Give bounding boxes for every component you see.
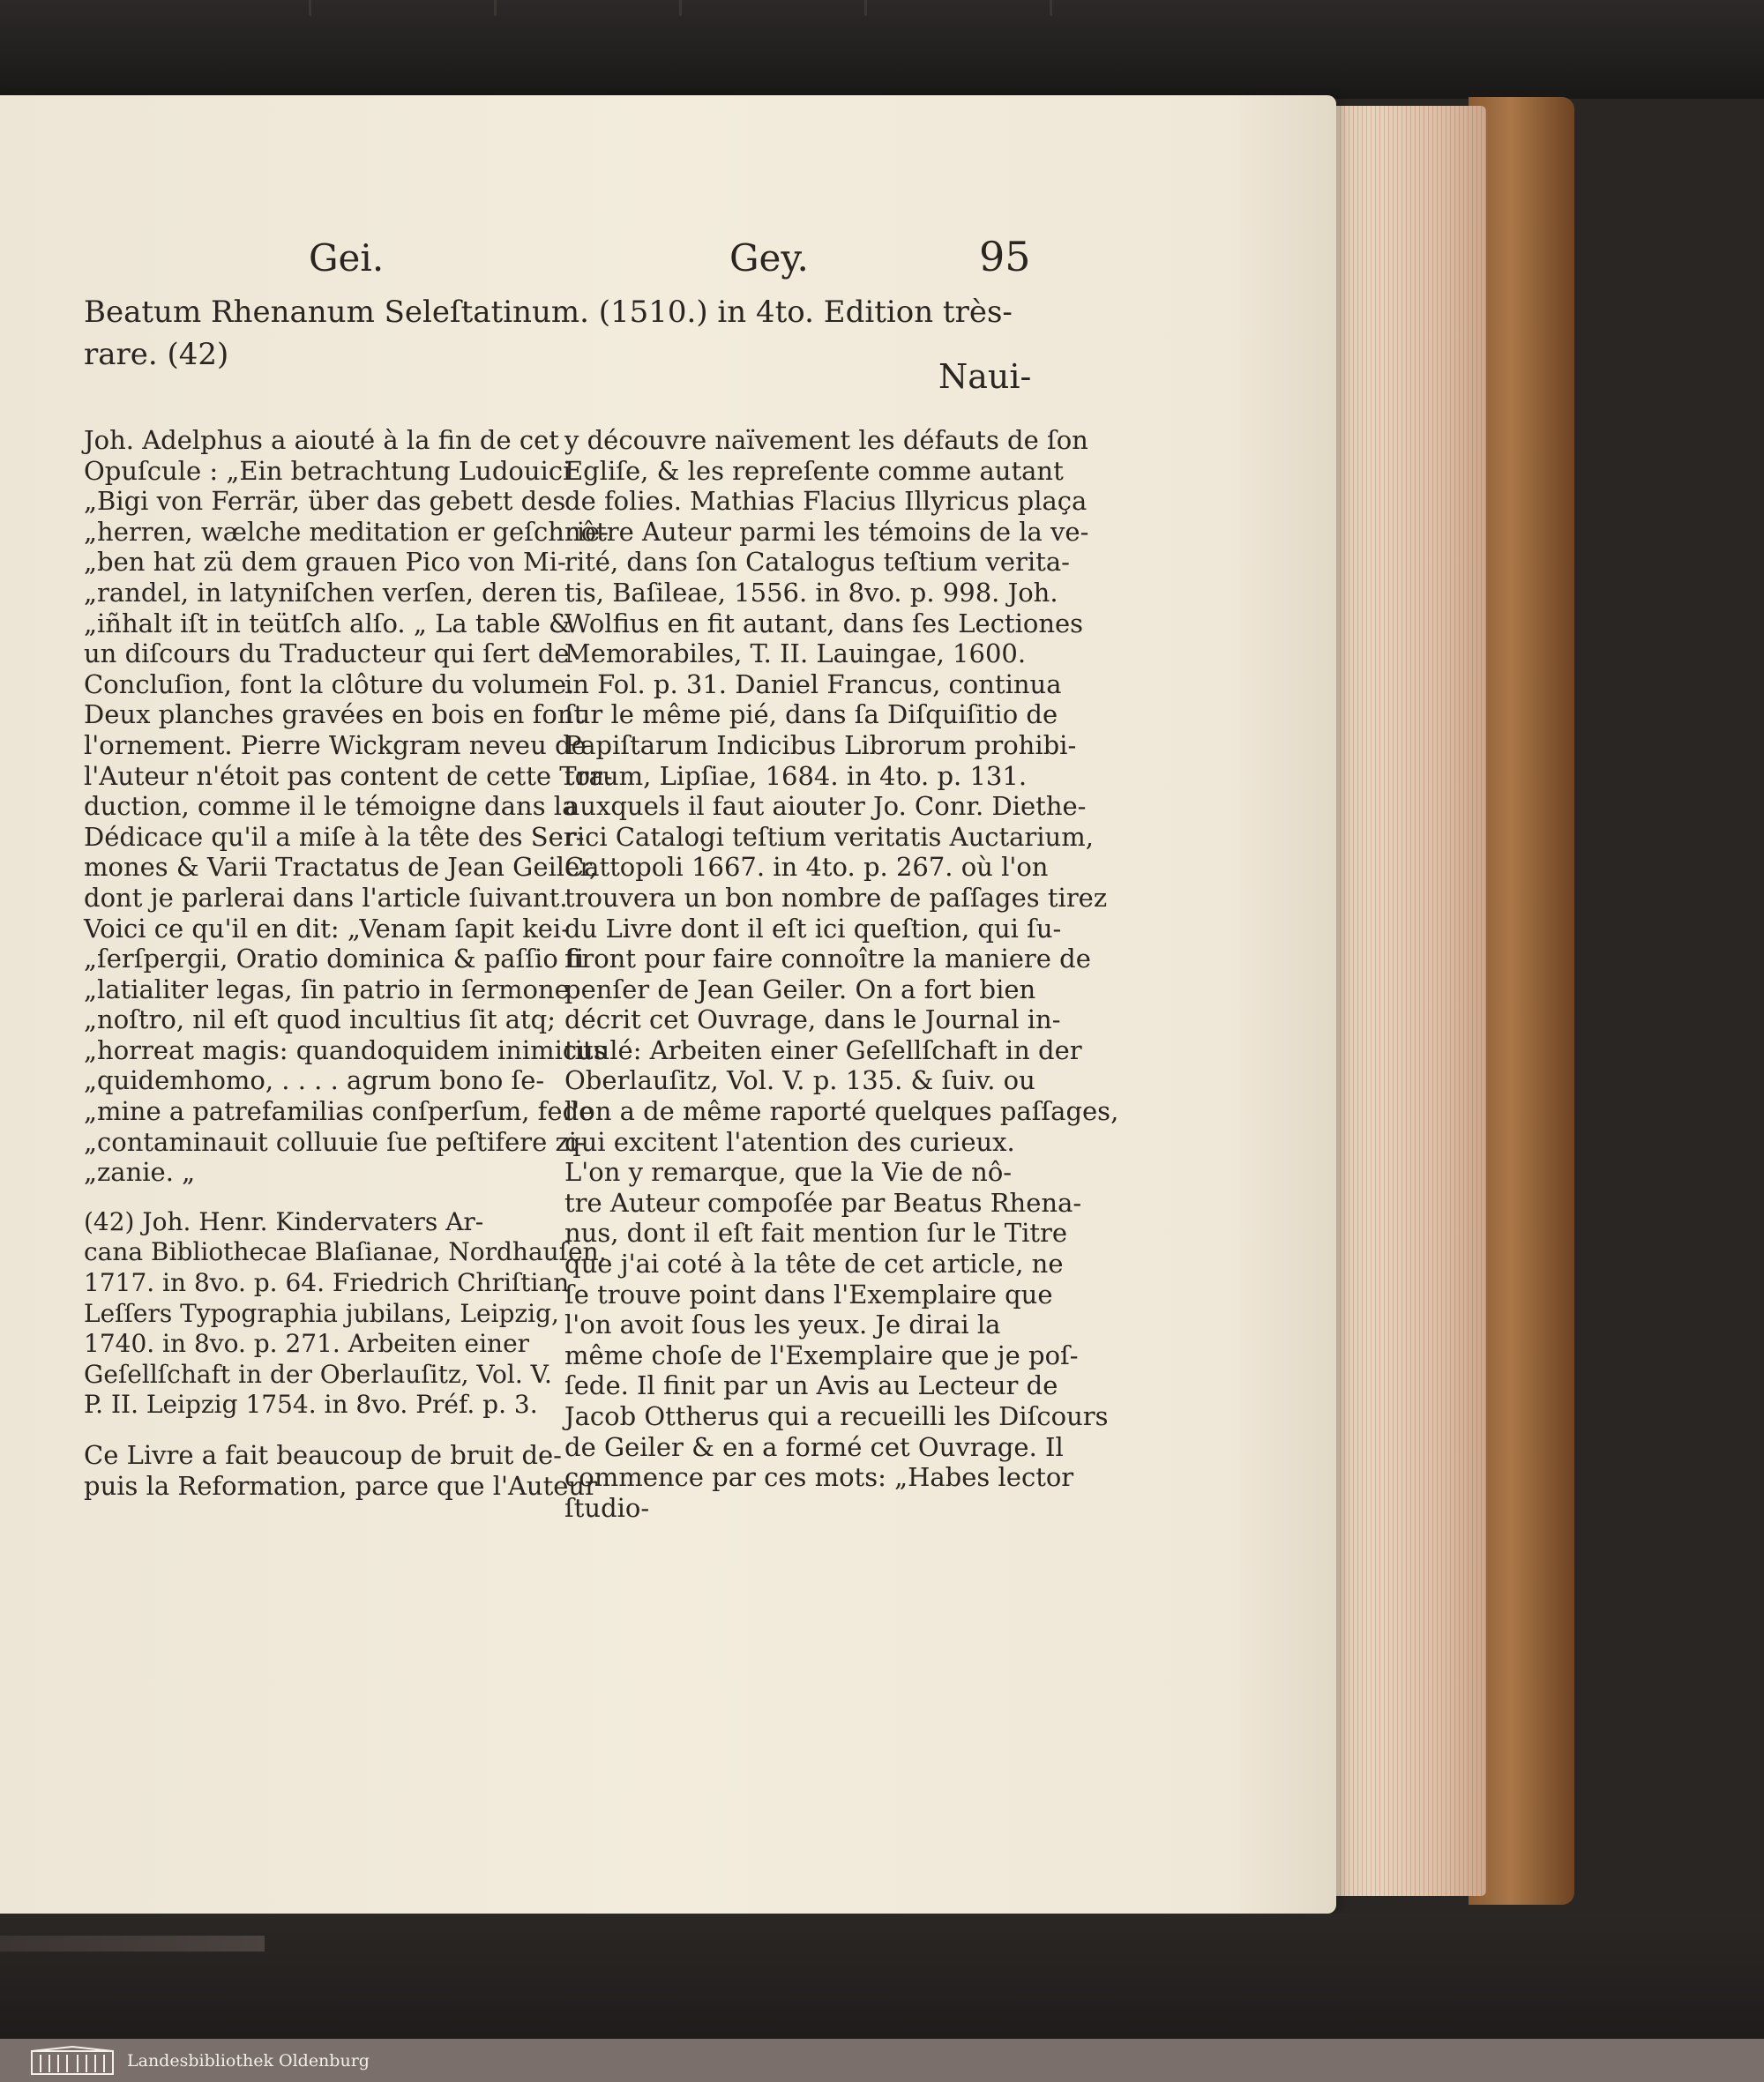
text-line: titulé: Arbeiten einer Geſellſchaft in der bbox=[564, 1034, 1082, 1065]
title-line-2: rare. (42) bbox=[84, 337, 229, 372]
text-line: „ben hat zü dem grauen Pico von Mi- bbox=[84, 547, 566, 578]
running-head-left: Gei. bbox=[309, 236, 385, 280]
catchword-top: Naui- bbox=[938, 357, 1032, 396]
footnote-line: Geſellſchaft in der Oberlauſitz, Vol. V. bbox=[84, 1359, 552, 1389]
footnote-line: cana Bibliothecae Blaſianae, Nordhauſen, bbox=[84, 1237, 607, 1267]
footnote-line: Leſſers Typographia jubilans, Leipzig, bbox=[84, 1298, 559, 1328]
text-line: dont je parlerai dans l'article ſuivant. bbox=[84, 882, 568, 913]
text-line: „contaminauit colluuie ſue peſtifere zi- bbox=[84, 1126, 586, 1157]
text-line: l'on a de même raporté quelques paſſages, bbox=[564, 1096, 1119, 1127]
text-line: mones & Varii Tractatus de Jean Geiler, bbox=[84, 852, 598, 883]
text-line: puis la Reformation, parce que l'Auteur bbox=[84, 1470, 597, 1501]
text-line: „quidemhomo, . . . . agrum bono ſe- bbox=[84, 1065, 545, 1096]
text-line: qui excitent l'atention des curieux. bbox=[564, 1126, 1015, 1157]
text-line: „herren, wælche meditation er geſchrie- bbox=[84, 516, 609, 547]
text-line: ſede. Il finit par un Avis au Lecteur de bbox=[564, 1370, 1058, 1401]
text-line: ſe trouve point dans l'Exemplaire que bbox=[564, 1279, 1053, 1310]
text-line: trouvera un bon nombre de paſſages tirez bbox=[564, 882, 1108, 913]
text-line: „Bigi von Ferrär, über das gebett des bbox=[84, 486, 566, 517]
scan-target-strip bbox=[0, 1936, 265, 1951]
text-line: nus, dont il eſt fait mention ſur le Titre bbox=[564, 1218, 1068, 1249]
text-line: Egliſe, & les repreſente comme autant bbox=[564, 455, 1064, 486]
text-line: L'on y remarque, que la Vie de nô- bbox=[564, 1157, 1013, 1188]
text-line: Oberlauſitz, Vol. V. p. 135. & ſuiv. ou bbox=[564, 1065, 1035, 1096]
text-line: duction, comme il le témoigne dans la bbox=[84, 791, 578, 822]
text-line: rici Catalogi teſtium veritatis Auctarium, bbox=[564, 821, 1094, 852]
text-line: même choſe de l'Exemplaire que je poſ- bbox=[564, 1339, 1079, 1370]
scan-background-bottom bbox=[0, 1914, 1764, 2039]
text-line: torum, Lipſiae, 1684. in 4to. p. 131. bbox=[564, 760, 1028, 791]
text-line: „horreat magis: quandoquidem inimicus bbox=[84, 1034, 607, 1065]
text-line: tis, Baſileae, 1556. in 8vo. p. 998. Joh. bbox=[564, 577, 1058, 608]
text-line: du Livre dont il eſt ici queſtion, qui ſu- bbox=[564, 913, 1062, 944]
page-number: 95 bbox=[979, 233, 1031, 280]
text-line: de folies. Mathias Flacius Illyricus plaça bbox=[564, 486, 1088, 517]
footnote-line: 1717. in 8vo. p. 64. Friedrich Chriſtian bbox=[84, 1268, 570, 1298]
text-line: Papiſtarum Indicibus Librorum prohibi- bbox=[564, 729, 1077, 760]
text-line: „iñhalt iſt in teütſch alſo. „ La table & bbox=[84, 608, 572, 638]
text-line: Concluſion, font la clôture du volume. bbox=[84, 668, 575, 699]
title-line-1: Beatum Rhenanum Seleſtatinum. (1510.) in 4to. Edition très- bbox=[84, 295, 1013, 330]
text-line: Deux planches gravées en bois en font bbox=[84, 699, 585, 730]
library-footer-bar bbox=[0, 2039, 1764, 2082]
left-column bbox=[84, 425, 613, 1501]
text-line: in Fol. p. 31. Daniel Francus, continua bbox=[564, 668, 1062, 699]
page-block-edge bbox=[1323, 106, 1486, 1896]
footnote-line: (42) Joh. Henr. Kindervaters Ar- bbox=[84, 1206, 484, 1236]
text-line: Opuſcule : „Ein betrachtung Ludouici bbox=[84, 455, 572, 486]
text-line: commence par ces mots: „Habes lector bbox=[564, 1462, 1074, 1493]
footnote-line: 1740. in 8vo. p. 271. Arbeiten einer bbox=[84, 1329, 530, 1359]
text-line: auxquels il faut aiouter Jo. Conr. Diethe- bbox=[564, 791, 1087, 822]
right-column bbox=[564, 425, 1119, 1523]
text-line: y découvre naïvement les défauts de ſon bbox=[564, 425, 1088, 455]
text-line: l'ornement. Pierre Wickgram neveu de bbox=[84, 729, 587, 760]
text-line: que j'ai coté à la tête de cet article, ne bbox=[564, 1249, 1064, 1280]
text-line: un diſcours du Traducteur qui ſert de bbox=[84, 638, 570, 669]
library-name: Landesbibliothek Oldenburg bbox=[127, 2050, 370, 2071]
text-line: Voici ce qu'il en dit: „Venam ſapit kei- bbox=[84, 913, 570, 944]
text-line: „mine a patrefamilias conſperſum, fede bbox=[84, 1096, 594, 1127]
text-line: ſur le même pié, dans ſa Diſquiſitio de bbox=[564, 699, 1058, 730]
library-building-icon bbox=[30, 2046, 115, 2076]
text-line: Memorabiles, T. II. Lauingae, 1600. bbox=[564, 638, 1027, 669]
ruler-strip bbox=[309, 0, 1235, 16]
text-line: rité, dans ſon Catalogus teſtium verita- bbox=[564, 547, 1070, 578]
text-line: l'on avoit ſous les yeux. Je dirai la bbox=[564, 1310, 1001, 1340]
text-line: „noſtro, nil eſt quod incultius ſit atq; bbox=[84, 1004, 557, 1035]
footnote-line: P. II. Leipzig 1754. in 8vo. Préf. p. 3. bbox=[84, 1390, 538, 1420]
text-line: „ſerſpergii, Oratio dominica & paſſio ſi bbox=[84, 944, 585, 974]
text-line: „randel, in latyniſchen verſen, deren bbox=[84, 577, 557, 608]
text-line: décrit cet Ouvrage, dans le Journal in- bbox=[564, 1004, 1061, 1035]
text-line: „latialiter legas, ſin patrio in ſermone bbox=[84, 974, 570, 1004]
text-line: Ce Livre a fait beaucoup de bruit de- bbox=[84, 1440, 562, 1470]
text-line: Wolfius en fit autant, dans ſes Lectiones bbox=[564, 608, 1084, 638]
text-line: l'Auteur n'étoit pas content de cette Tra- bbox=[84, 760, 613, 791]
text-line: Joh. Adelphus a aiouté à la fin de cet bbox=[84, 425, 559, 455]
running-head-center: Gey. bbox=[729, 236, 809, 280]
text-line: ſtudio- bbox=[564, 1492, 650, 1523]
text-line: nôtre Auteur parmi les témoins de la ve- bbox=[564, 516, 1089, 547]
text-line: penſer de Jean Geiler. On a fort bien bbox=[564, 974, 1036, 1004]
text-line: „zanie. „ bbox=[84, 1157, 196, 1188]
text-line: tre Auteur compoſée par Beatus Rhena- bbox=[564, 1187, 1082, 1218]
text-line: Cattopoli 1667. in 4to. p. 267. où l'on bbox=[564, 852, 1049, 883]
text-line: de Geiler & en a formé cet Ouvrage. Il bbox=[564, 1431, 1064, 1462]
text-line: firont pour faire connoître la maniere de bbox=[564, 944, 1091, 974]
text-line: Dédicace qu'il a miſe à la tête des Ser- bbox=[84, 821, 585, 852]
text-line: Jacob Ottherus qui a recueilli les Diſcours bbox=[564, 1401, 1109, 1431]
